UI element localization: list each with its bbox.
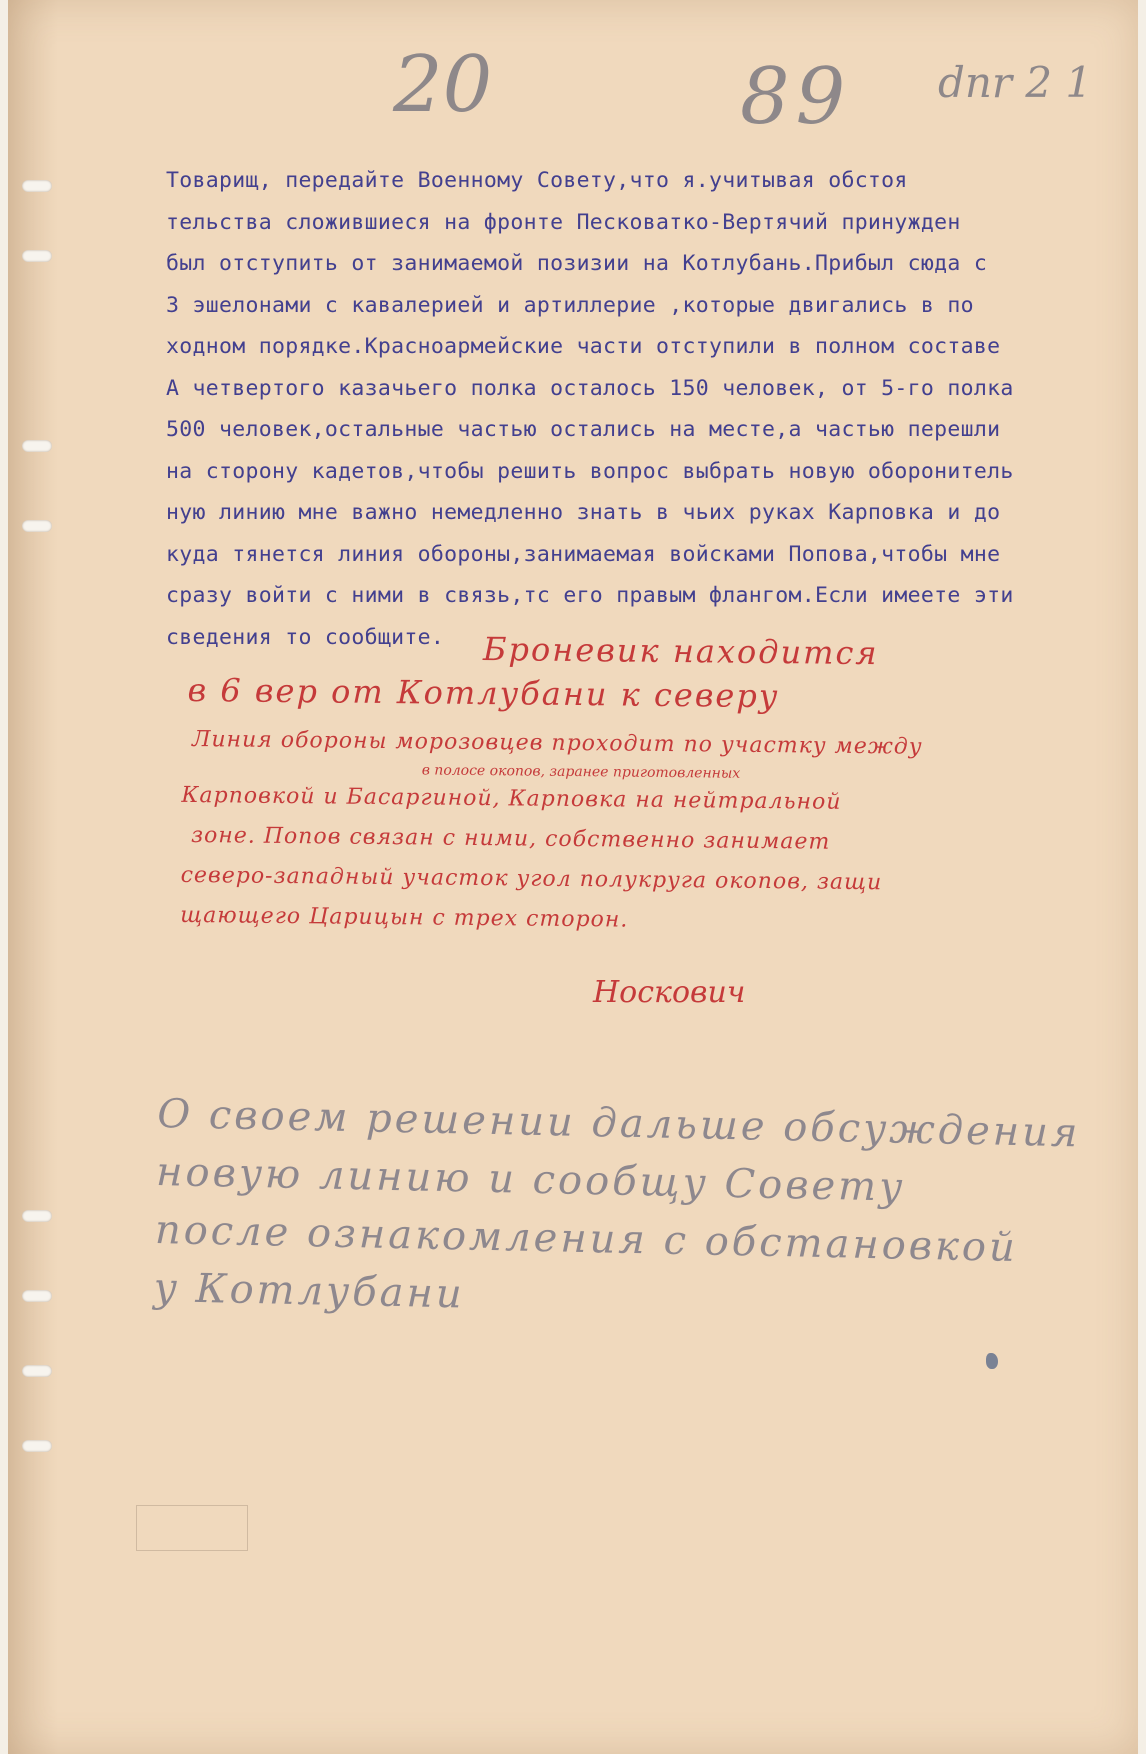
red-line: северо-западный участок угол полукруга окопов, защи [180, 862, 883, 896]
binding-hole [22, 180, 52, 192]
pencil-line: новую линию и сообщу Совету [155, 1148, 906, 1211]
red-line: Линия обороны морозовцев проходит по участку между [191, 726, 923, 760]
pencil-line: О своем решении дальше обсуждения [156, 1090, 1081, 1157]
binding-hole [22, 440, 52, 452]
typed-line: Товарищ, передайте Военному Совету,что я.учитывая обстоя [166, 168, 908, 193]
archive-number-middle: 89 [740, 52, 852, 142]
archive-number-left: 20 [393, 40, 493, 130]
typed-line: тельства сложившиеся на фронте Песковатко-Вертячий принужден [166, 209, 961, 235]
binding-hole [22, 1365, 52, 1377]
typed-line: сведения то сообщите. [166, 624, 445, 650]
typed-line: ную линию мне важно немедленно знать в чьих руках Карповка и до [166, 500, 1001, 525]
document-page [8, 0, 1138, 1754]
red-line: в 6 вер от Котлубани к северу [187, 670, 780, 716]
typed-line: 3 эшелонами с кавалерией и артиллерие ,которые двигались в по [166, 292, 974, 318]
binding-hole [22, 1210, 52, 1222]
ink-blot [986, 1353, 998, 1369]
pencil-reply [153, 1085, 1108, 1337]
typed-line: куда тянется линия обороны,занимаемая войсками Попова,чтобы мне [166, 541, 1001, 567]
binding-hole [22, 250, 52, 262]
archive-number-right: dnr 2 1 [938, 58, 1093, 107]
red-line: Броневик находится [482, 630, 879, 673]
binding-hole [22, 1440, 52, 1452]
typed-line: А четвертого казачьего полка осталось 150 человек, от 5-го полка [166, 375, 1014, 401]
signature: Носкович [593, 975, 746, 1010]
pencil-line: после ознакомления с обстановкой [154, 1206, 1019, 1272]
typed-line: 500 человек,остальные частью остались на месте,а частью перешли [166, 417, 1001, 442]
typed-message [166, 160, 1096, 658]
binding-hole [22, 1290, 52, 1302]
binding-hole [22, 520, 52, 532]
pencil-line: у Котлубани [153, 1264, 466, 1318]
faint-stamp [136, 1505, 248, 1551]
red-line-insert: в полосе окопов, заранее приготовленных [421, 762, 741, 782]
red-line: щающего Царицын с трех сторон. [180, 902, 629, 933]
typed-line: был отступить от занимаемой позизии на Котлубань.Прибыл сюда с [166, 251, 988, 276]
typed-line: ходном порядке.Красноармейские части отступили в полном составе [166, 334, 1001, 359]
typed-line: на сторону кадетов,чтобы решить вопрос выбрать новую оборонитель [166, 458, 1014, 484]
typed-line: сразу войти с ними в связь,тс его правым флангом.Если имеете эти [166, 583, 1014, 608]
red-line: зоне. Попов связан с ними, собственно занимает [190, 822, 831, 855]
red-line: Карповкой и Басаргиной, Карповка на нейтральной [181, 782, 842, 815]
